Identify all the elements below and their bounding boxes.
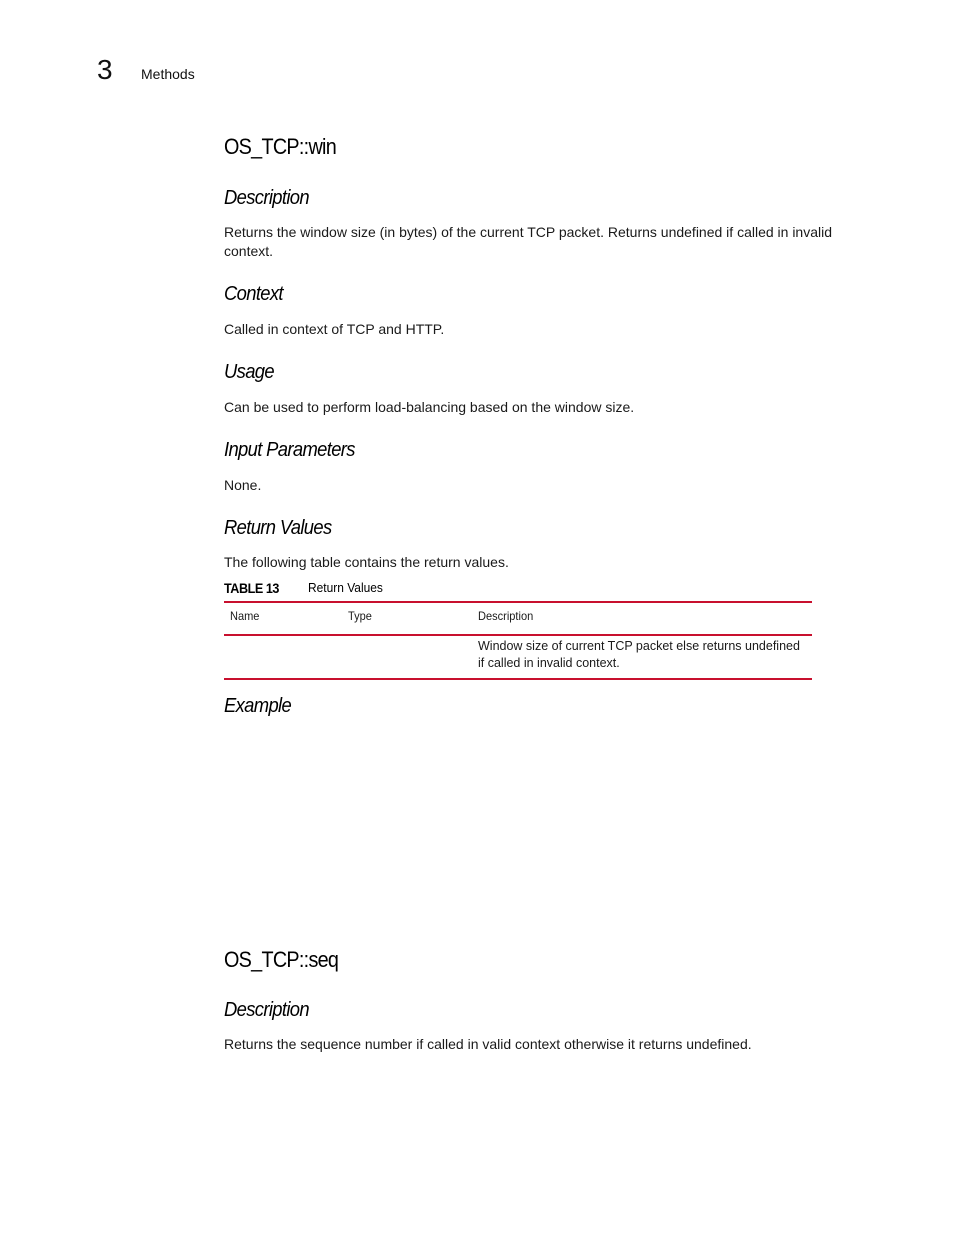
table-caption bbox=[224, 580, 383, 596]
table-cell-name bbox=[224, 635, 342, 679]
input-parameters-text: None. bbox=[224, 477, 262, 493]
return-values-table bbox=[224, 601, 812, 680]
usage-text: Can be used to perform load-balancing based on the window size. bbox=[224, 399, 635, 415]
table-header-row bbox=[224, 602, 812, 635]
table-cell-description: Window size of current TCP packet else returns undefined if called in invalid context. bbox=[478, 639, 800, 670]
table-row bbox=[224, 635, 812, 679]
context-text: Called in context of TCP and HTTP. bbox=[224, 321, 445, 337]
section-title-os-tcp-seq: OS_TCP::seq bbox=[224, 947, 339, 972]
column-header-name: Name bbox=[230, 609, 260, 623]
return-values-heading: Return Values bbox=[224, 517, 332, 539]
table-cell-type bbox=[342, 635, 472, 679]
description-text-2: Returns the sequence number if called in valid context otherwise it returns undefined. bbox=[224, 1036, 752, 1052]
description-heading: Description bbox=[224, 187, 309, 209]
description-text: Returns the window size (in bytes) of the current TCP packet. Returns undefined if called in invalid context. bbox=[224, 224, 833, 259]
chapter-title: Methods bbox=[141, 66, 195, 82]
section-title-os-tcp-win: OS_TCP::win bbox=[224, 134, 337, 159]
table-caption-number: TABLE 13 bbox=[224, 580, 279, 596]
input-parameters-heading: Input Parameters bbox=[224, 439, 355, 461]
chapter-number: 3 bbox=[97, 54, 113, 85]
column-header-description: Description bbox=[478, 609, 534, 623]
column-header-type: Type bbox=[348, 609, 372, 623]
return-values-text: The following table contains the return values. bbox=[224, 554, 509, 570]
description-heading-2: Description bbox=[224, 999, 309, 1021]
context-heading: Context bbox=[224, 283, 283, 305]
table-caption-title: Return Values bbox=[308, 580, 383, 595]
example-heading: Example bbox=[224, 695, 292, 717]
usage-heading: Usage bbox=[224, 361, 274, 383]
